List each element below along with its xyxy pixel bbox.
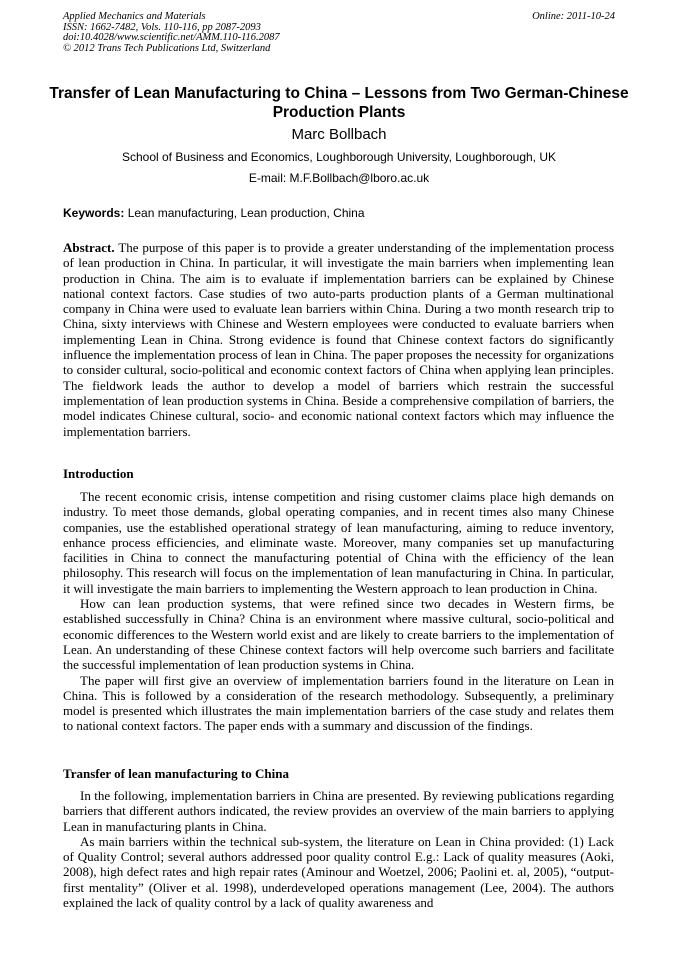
copyright-line: © 2012 Trans Tech Publications Ltd, Switzerland [63,42,271,54]
author-email: E-mail: M.F.Bollbach@lboro.ac.uk [248,171,430,185]
doi-line: doi:10.4028/www.scientific.net/AMM.110-116.2087 [63,32,280,43]
keywords-text: Lean manufacturing, Lean production, China [127,206,365,220]
paragraph: The paper will first give an overview of implementation barriers found in the literature on Lean in China. This is followed by a consideration of the research methodology. Subsequently, a preliminary model is presented which illustrates the main implementation barriers of the case study and relates them to national context factors. The paper ends with a summary and discussion of the findings. [63,672,614,734]
paragraph: In the following, implementation barriers in China are presented. By reviewing publications regarding barriers that different authors indicated, the review provides an overview of the main barriers to applying Lean in manufacturing plants in China. [63,788,614,834]
keywords [63,206,615,221]
issn-line: ISSN: 1662-7482, Vols. 110-116, pp 2087-2093 [63,21,261,33]
paper-title: Transfer of Lean Manufacturing to China – Lessons from Two German-Chinese Production Plants [49,85,629,121]
author-name: Marc Bollbach [291,126,387,143]
section-heading-introduction: Introduction [63,466,134,481]
section-heading-transfer: Transfer of lean manufacturing to China [63,766,289,781]
abstract-text: The purpose of this paper is to provide a greater understanding of the implementation process of lean production in China. In particular, it will investigate the main barriers when implementing lean production in China. The aim is to evaluate if implementation barriers can be explained by Chinese national context factors. Case studies of two auto-parts production plants of a German multinational company in China were used to evaluate lean barriers within China. During a two month research trip to China, sixty interviews with Chinese and Western employees were conducted to evaluate barriers when implementing Lean in China. Strong evidence is found that Chinese context factors do significantly influence the implementation process of lean in China. The paper proposes the necessity for organizations to consider cultural, socio-political and economic context factors of China when applying lean principles. The fieldwork leads the author to develop a model of barriers which restrain the successful implementation of lean production systems in China. Beside a comprehensive compilation of barriers, the model indicates Chinese cultural, socio- and economic national context factors which may influence the implementation barriers. [63,240,615,439]
author-affiliation: School of Business and Economics, Loughborough University, Loughborough, UK [121,150,557,164]
keywords-label: Keywords: [63,206,125,220]
journal-name: Applied Mechanics and Materials [63,11,206,22]
journal-header [63,12,615,54]
paragraph: The recent economic crisis, intense competition and rising customer claims place high demands on industry. To meet those demands, global operating companies, and in recent times also many Chinese companies, use the established operational strategy of lean manufacturing, aiming to reduce inventory, enhance process efficiencies, and eliminate waste. Moreover, many companies set up manufacturing facilities in China to connect the manufacturing potential of China with the efficiency of the lean philosophy. This research will focus on the implementation of lean manufacturing in China. In particular, it will investigate the main barriers to implementing the Western approach to lean production in China. [63,489,614,596]
abstract-label: Abstract. [63,240,115,255]
transfer-body [63,788,614,910]
paragraph: As main barriers within the technical sub-system, the literature on Lean in China provided: (1) Lack of Quality Control; several authors addressed poor quality control E.g.: Lack of quality measures (Aoki, 2008), high defect rates and high repair rates (Aminour and Woetzel, 2006; Paolini et. al, 2005), “output-first mentality” (Oliver et al. 1998), underdeveloped operations management (Lee, 2004). The authors explained the lack of quality control by a lack of quality awareness and [63,833,614,911]
online-date: Online: 2011-10-24 [532,11,615,22]
paragraph: How can lean production systems, that were refined since two decades in Western firms, be established successfully in China? China is an environment where massive cultural, socio-political and economic differences to the Western world exist and are likely to create barriers to the implementation of Lean. An understanding of these Chinese context factors will help overcome such barriers and facilitate the successful implementation of lean production systems in China. [63,596,614,673]
introduction-body [63,489,614,734]
abstract [63,240,614,439]
